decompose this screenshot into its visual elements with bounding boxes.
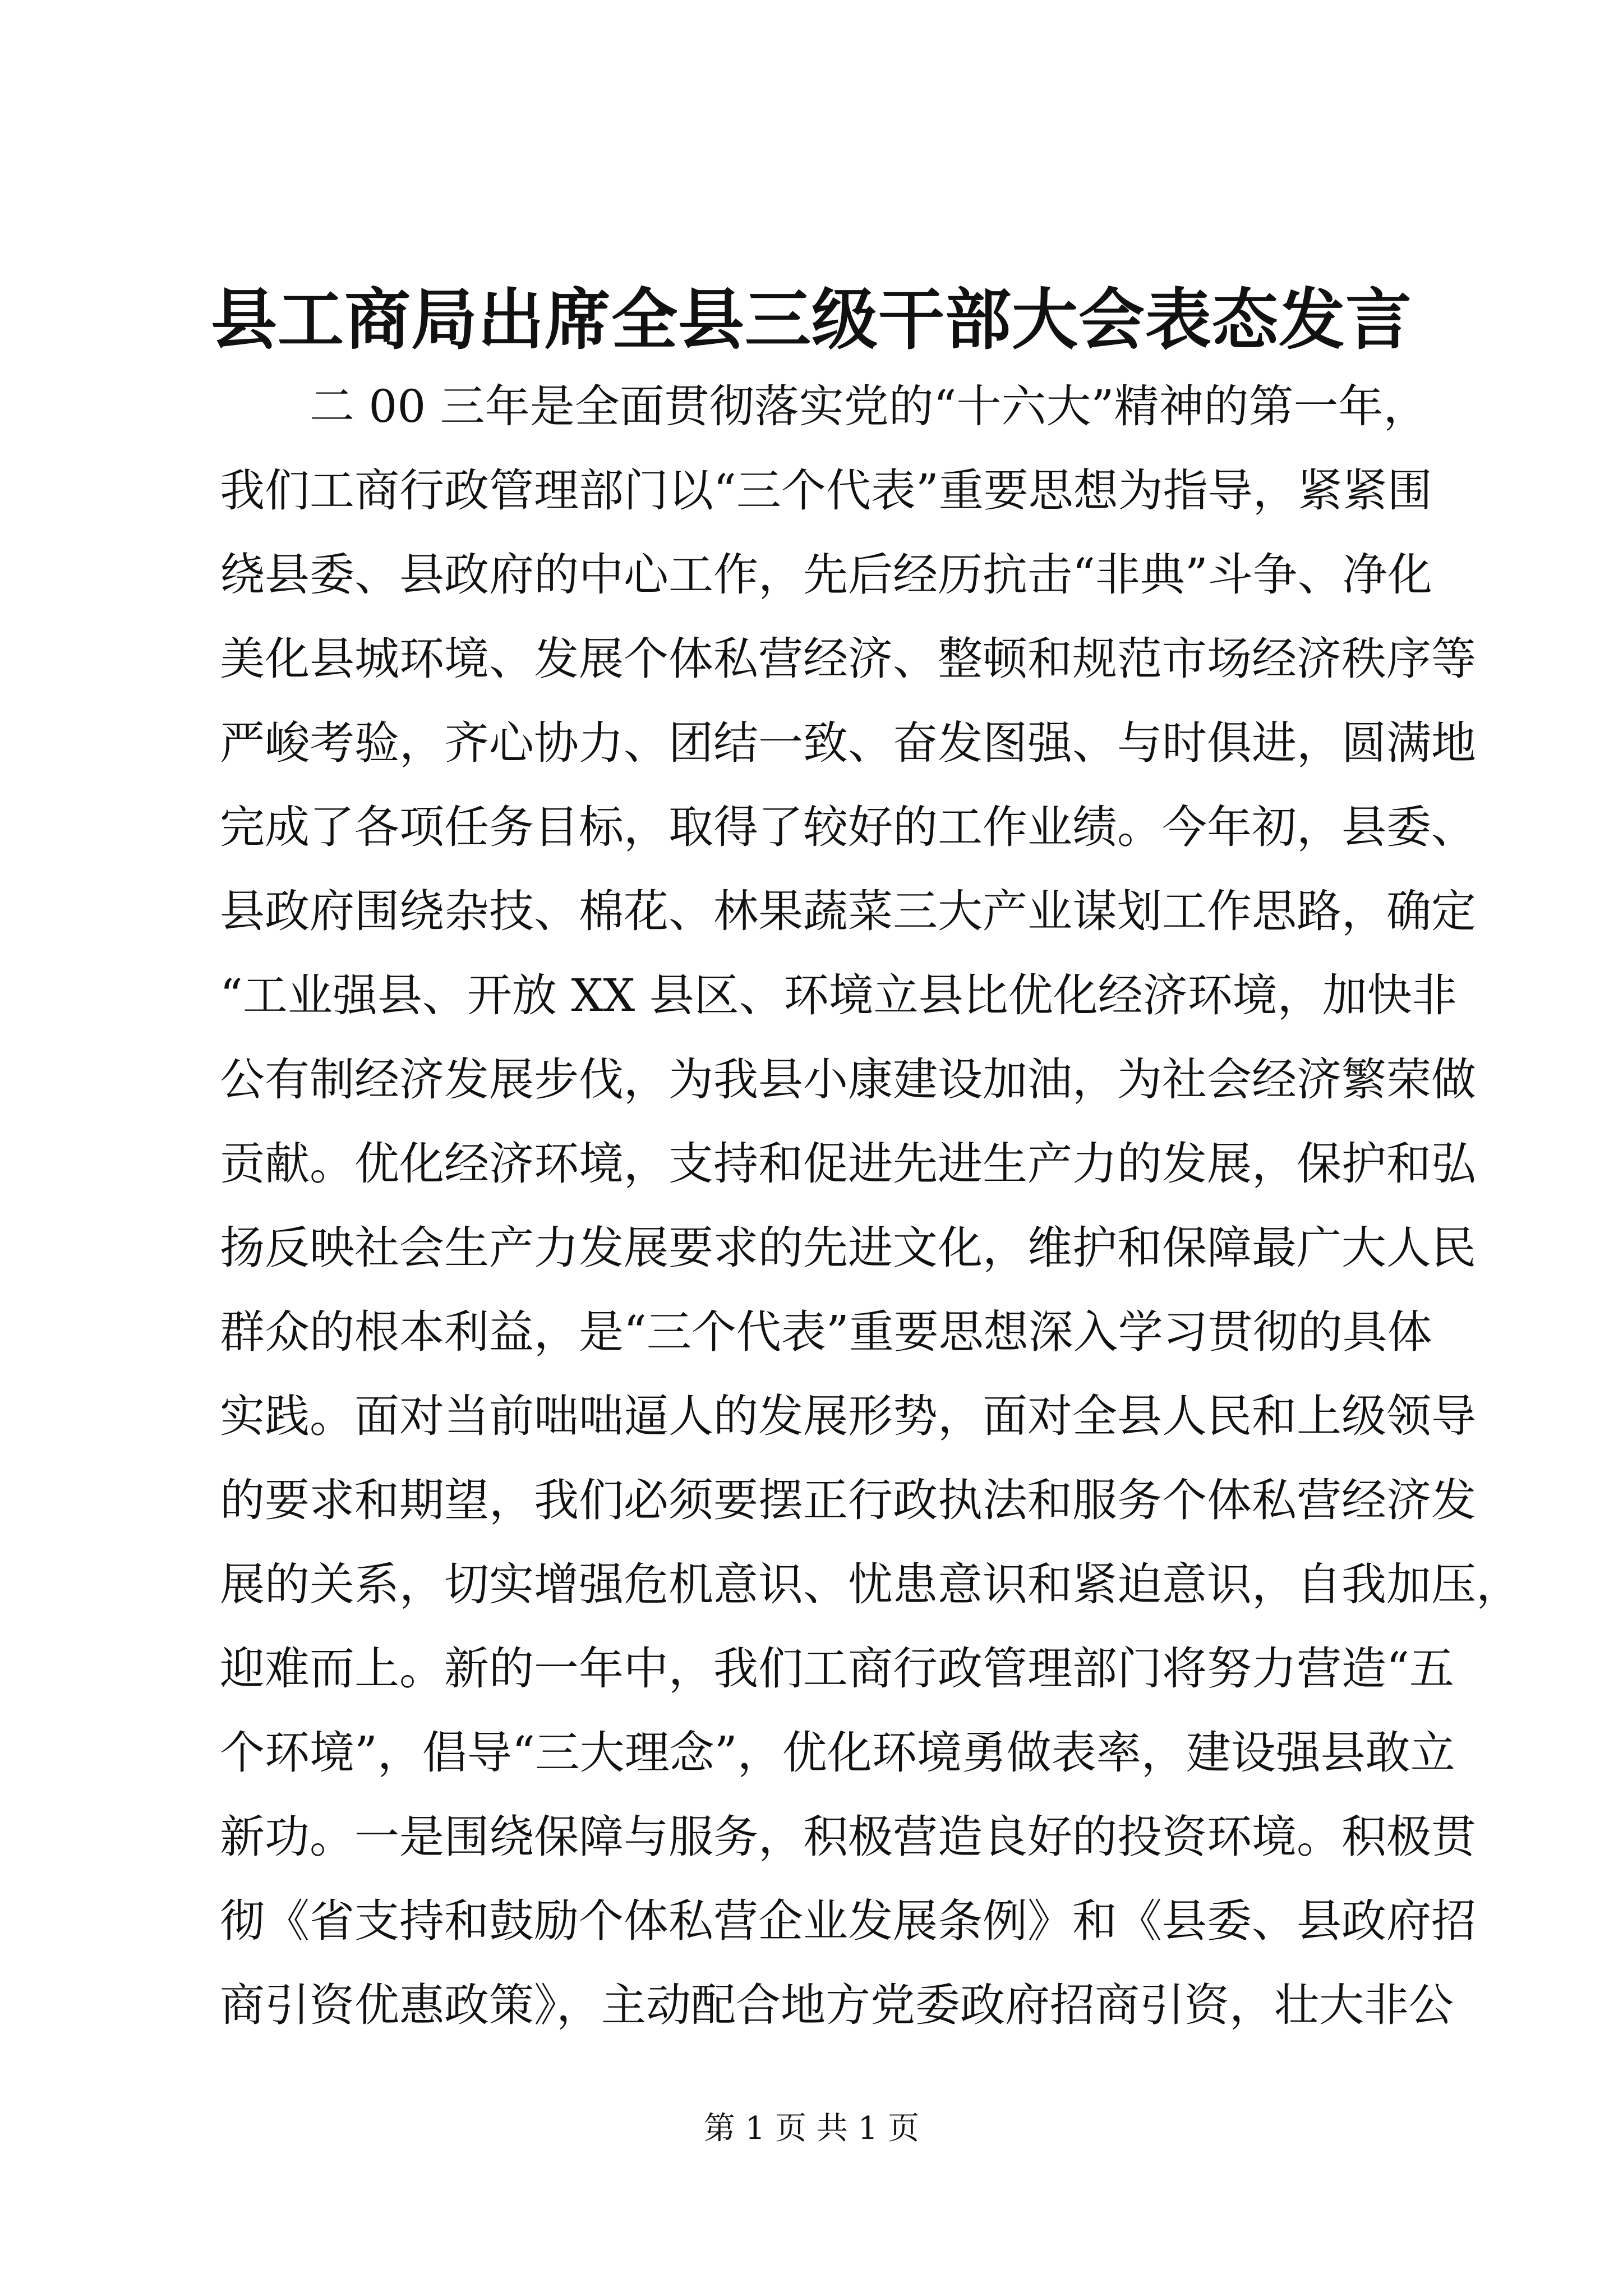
- body-line: 严峻考验，齐心协力、团结一致、奋发图强、与时俱进，圆满地: [220, 717, 1476, 769]
- body-line: 迎难而上。新的一年中，我们工商行政管理部门将努力营造“五: [220, 1642, 1454, 1695]
- body-line: 美化县城环境、发展个体私营经济、整顿和规范市场经济秩序等: [220, 633, 1476, 685]
- body-line: 群众的根本利益，是“三个代表”重要思想深入学习贯彻的具体: [220, 1306, 1432, 1358]
- document-title: 县工商局出席全县三级干部大会表态发言: [210, 280, 1412, 358]
- body-line: 彻《省支持和鼓励个体私营企业发展条例》和《县委、县政府招: [220, 1895, 1476, 1947]
- body-line: 扬反映社会生产力发展要求的先进文化，维护和保障最广大人民: [220, 1222, 1476, 1274]
- body-line: 展的关系，切实增强危机意识、忧患意识和紧迫意识，自我加压，: [220, 1558, 1521, 1611]
- body-line: 完成了各项任务目标，取得了较好的工作业绩。今年初，县委、: [220, 801, 1476, 853]
- body-line: 县政府围绕杂技、棉花、林果蔬菜三大产业谋划工作思路，确定: [220, 885, 1476, 937]
- page-number-footer: 第 1 页 共 1 页: [703, 2110, 920, 2147]
- document-body: [220, 365, 1521, 2047]
- body-line: 个环境”，倡导“三大理念”，优化环境勇做表率，建设强县敢立: [220, 1727, 1455, 1779]
- body-line: 的要求和期望，我们必须要摆正行政执法和服务个体私营经济发: [220, 1474, 1476, 1526]
- body-line: 我们工商行政管理部门以“三个代表”重要思想为指导，紧紧围: [220, 464, 1432, 517]
- body-line: 公有制经济发展步伐，为我县小康建设加油，为社会经济繁荣做: [220, 1053, 1476, 1106]
- body-line: 贡献。优化经济环境，支持和促进先进生产力的发展，保护和弘: [220, 1138, 1476, 1190]
- body-line: 二 00 三年是全面贯彻落实党的“十六大”精神的第一年，: [310, 380, 1428, 432]
- body-line: 新功。一是围绕保障与服务，积极营造良好的投资环境。积极贯: [220, 1811, 1476, 1863]
- body-line: 商引资优惠政策》，主动配合地方党委政府招商引资，壮大非公: [220, 1979, 1454, 2031]
- body-line: “工业强县、开放 XX 县区、环境立县比优化经济环境，加快非: [220, 969, 1457, 1022]
- body-line: 实践。面对当前咄咄逼人的发展形势，面对全县人民和上级领导: [220, 1390, 1476, 1442]
- body-line: 绕县委、县政府的中心工作，先后经历抗击“非典”斗争、净化: [220, 549, 1432, 601]
